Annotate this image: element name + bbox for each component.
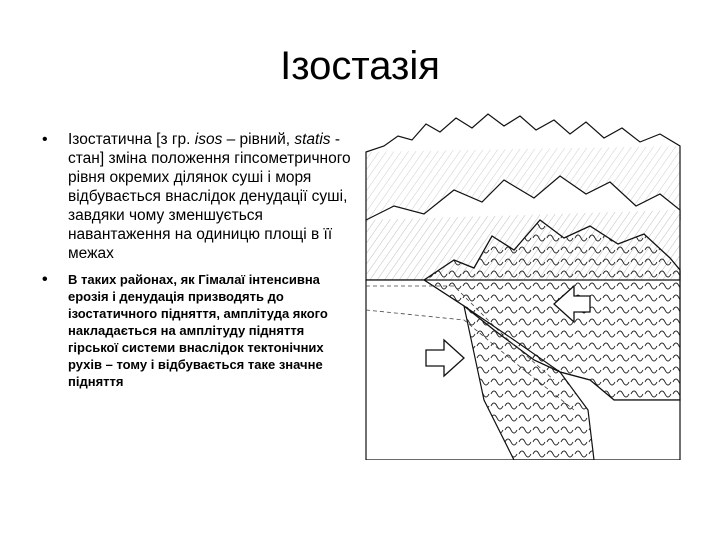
bullet1-prefix: Ізостатична [з гр. [68,131,195,148]
bullet2-text: В таких районах, як Гімалаї інтенсивна ерозія і денудація призводять до ізостатичного підняття, амплітуда якого накладається на амплітуду підняття гірської системи внаслідок тектонічних рухів – тому і відбувається таке значне підняття [68,272,328,389]
term-statis: statis [294,131,331,148]
slide-title: Ізостазія [280,44,440,88]
bullet-item-himalaya [42,271,352,390]
isostasy-illustration [364,110,682,460]
bullet-item-definition [42,130,352,263]
bullet1-rest: - стан] зміна положення гіпсометричного рівня окремих ділянок суші і моря відбувається внаслідок денудації суші, завдяки чому зменшується навантаження на одиницю площі в її межах [68,131,351,262]
bullet-marker: • [42,131,48,148]
bullet-list [42,130,352,398]
bullet1-mid: – рівний, [222,131,295,148]
bullet-marker: • [42,271,48,288]
term-isos: isos [194,131,223,148]
